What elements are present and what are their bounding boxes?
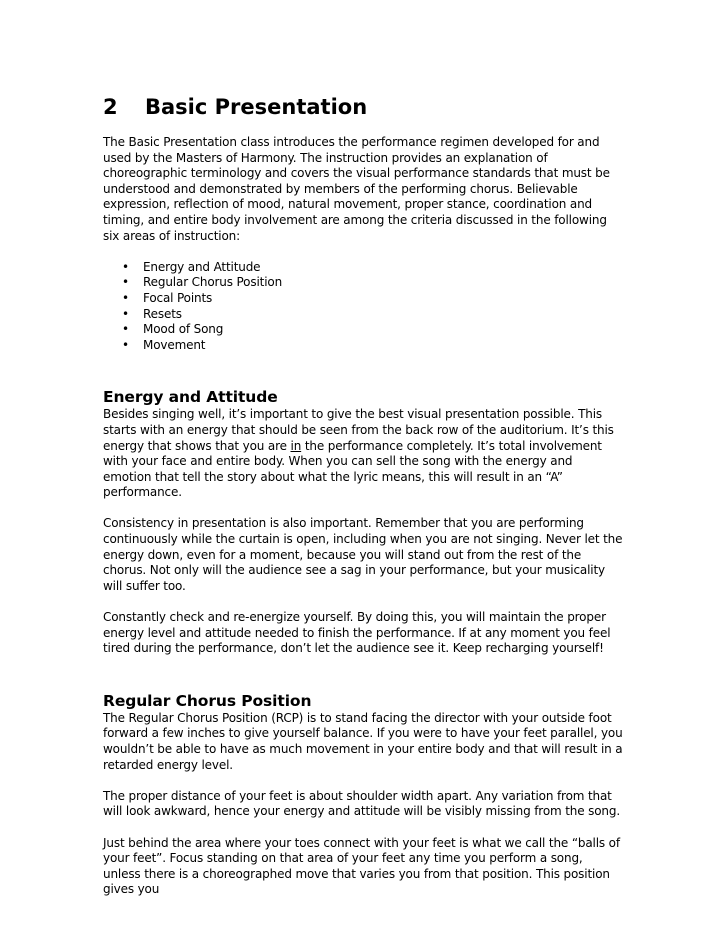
bullet-icon: • (122, 259, 129, 274)
list-item-label: Mood of Song (143, 322, 224, 337)
document-body (103, 135, 623, 898)
bullet-icon: • (122, 275, 129, 290)
list-item (103, 275, 623, 291)
chapter-number: 2 (103, 95, 118, 119)
chapter-title: Basic Presentation (145, 95, 368, 119)
rcp-paragraph-2: The proper distance of your feet is about shoulder width apart. Any variation from that will look awkward, hence your energy and attitude will be visibly missing from the song. (103, 788, 621, 819)
list-item-label: Movement (143, 337, 206, 352)
text-run: the performance completely. It’s total involvement with your face and entire body. When you can sell the song with the energy and emotion that tell the story about what the lyric means, this will result in an “A” performance. (103, 438, 602, 500)
text-run: Besides singing well, it’s important to give the best visual presentation possible. This starts with an energy that should be seen from the back row of the auditorium. It’s this energy that shows that you are (103, 407, 614, 453)
list-item-label: Focal Points (143, 290, 213, 305)
bullet-icon: • (122, 290, 129, 305)
section-heading-energy: Energy and Attitude (103, 388, 278, 407)
energy-paragraph-2: Consistency in presentation is also important. Remember that you are performing continuously while the curtain is open, including when you are not singing. Never let the energy down, even for a moment, because you will stand out from the rest of the chorus. Not only will the audience see a sag in your performance, but your musicality will suffer too. (103, 516, 623, 593)
rcp-paragraph-3: Just behind the area where your toes connect with your feet is what we call the “balls of your feet”. Focus standing on that area of your feet any time you perform a song, unless there is a choreographed move that varies you from that position. This position gives you (103, 835, 620, 897)
intro-paragraph: The Basic Presentation class introduces the performance regimen developed for and used by the Masters of Harmony. The instruction provides an explanation of choreographic terminology and covers the visual performance standards that must be understood and demonstrated by members of the performing chorus. Believable expression, reflection of mood, natural movement, proper stance, coordination and timing, and entire body involvement are among the criteria discussed in the following six areas of instruction: (103, 135, 610, 243)
list-item (103, 338, 623, 354)
section-heading-rcp: Regular Chorus Position (103, 691, 312, 710)
list-item-label: Resets (143, 306, 182, 321)
bullet-icon: • (122, 306, 129, 321)
list-item-label: Energy and Attitude (143, 259, 261, 274)
bullet-icon: • (122, 337, 129, 352)
energy-paragraph-1 (103, 407, 623, 501)
list-item (103, 307, 623, 323)
rcp-paragraph-1: The Regular Chorus Position (RCP) is to stand facing the director with your outside foot forward a few inches to give yourself balance. If you were to have your feet parallel, you wouldn’t be able to have as much movement in your entire body and that will result in a retarded energy level. (103, 710, 623, 772)
chapter-heading (103, 93, 367, 121)
list-item (103, 322, 623, 338)
list-item-label: Regular Chorus Position (143, 275, 283, 290)
list-item (103, 291, 623, 307)
instruction-areas-list (103, 260, 623, 354)
list-item (103, 260, 623, 276)
bullet-icon: • (122, 322, 129, 337)
underlined-word: in (290, 438, 302, 453)
energy-paragraph-3: Constantly check and re-energize yourself. By doing this, you will maintain the proper energy level and attitude needed to finish the performance. If at any moment you feel tired during the performance, don’t let the audience see it. Keep recharging yourself! (103, 610, 611, 656)
